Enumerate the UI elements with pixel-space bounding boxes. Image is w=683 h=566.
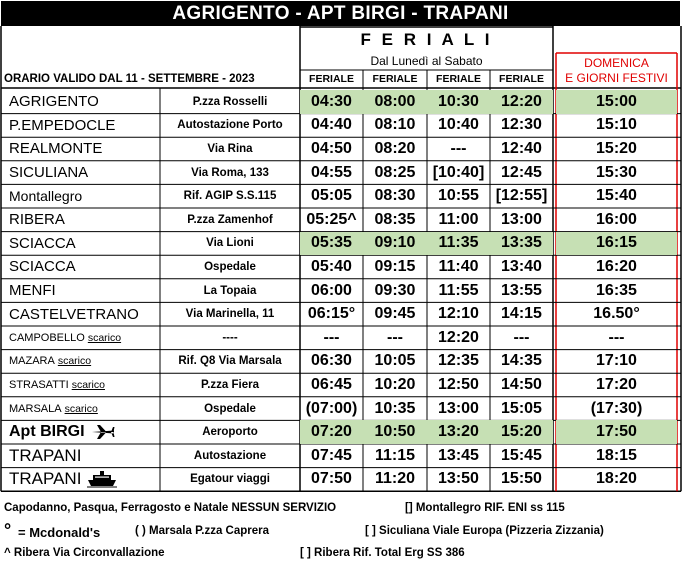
stop-place: Via Rina bbox=[207, 142, 253, 155]
departure-time: 04:40 bbox=[311, 116, 352, 134]
stop-name-text: TRAPANI bbox=[9, 469, 82, 489]
stop-place: Rif. AGIP S.S.115 bbox=[183, 190, 277, 203]
festivo-time: 15:10 bbox=[596, 116, 637, 134]
scarico-label: scarico bbox=[71, 378, 105, 391]
departure-time: 04:30 bbox=[300, 90, 363, 114]
departure-time: 15:50 bbox=[501, 470, 542, 488]
stop-name bbox=[4, 137, 160, 161]
stop-name-text: MENFI bbox=[9, 282, 56, 300]
departure-time: 06:15° bbox=[307, 305, 356, 323]
departure-time: 07:45 bbox=[311, 446, 352, 464]
departure-time: 13:55 bbox=[501, 281, 542, 299]
stop-name bbox=[4, 420, 160, 444]
stop-place: ---- bbox=[222, 331, 238, 344]
note-mcdonalds: = Mcdonald's bbox=[18, 525, 101, 540]
departure-time: 13:35 bbox=[490, 232, 553, 256]
departure-time: 11:40 bbox=[438, 257, 479, 275]
festivo-time: 16.50° bbox=[593, 305, 640, 323]
departure-time: [10:40] bbox=[432, 163, 485, 181]
stop-place: Via Lioni bbox=[206, 237, 254, 250]
departure-time: 12:45 bbox=[501, 163, 542, 181]
stop-name bbox=[4, 90, 160, 114]
col-header-feriale: FERIALE bbox=[436, 73, 481, 85]
stop-place: P.zza Rosselli bbox=[192, 95, 268, 108]
stop-name bbox=[4, 350, 160, 374]
stop-name bbox=[4, 208, 160, 232]
departure-time: 13:50 bbox=[438, 470, 479, 488]
departure-time: 04:50 bbox=[311, 139, 352, 157]
stop-place: Autostazione bbox=[193, 449, 267, 462]
departure-time: 04:55 bbox=[311, 163, 352, 181]
departure-time: 05:35 bbox=[300, 232, 363, 256]
departure-time: 13:00 bbox=[501, 210, 542, 228]
departure-time: 15:45 bbox=[501, 446, 542, 464]
departure-time: 14:15 bbox=[501, 305, 542, 323]
stop-place: La Topaia bbox=[203, 284, 257, 297]
departure-time: 07:20 bbox=[300, 420, 363, 444]
festivo-time: 18:15 bbox=[596, 446, 637, 464]
departure-time: 12:20 bbox=[490, 90, 553, 114]
departure-time: 10:20 bbox=[374, 375, 416, 393]
stop-name-text: CAMPOBELLO bbox=[9, 331, 85, 344]
departure-time: 05:25^ bbox=[306, 210, 357, 228]
stop-name-text: STRASATTI bbox=[9, 378, 69, 391]
departure-time: 12:10 bbox=[438, 305, 479, 323]
stop-name bbox=[4, 397, 160, 421]
departure-time: 08:30 bbox=[374, 187, 416, 205]
stop-place: Aeroporto bbox=[202, 426, 258, 439]
stop-name bbox=[4, 468, 160, 492]
festivo-time: 16:15 bbox=[556, 232, 677, 256]
departure-time: 06:45 bbox=[311, 375, 352, 393]
festivo-time: 15:40 bbox=[596, 187, 637, 205]
departure-time: 10:55 bbox=[438, 187, 479, 205]
stop-name-text: Apt BIRGI bbox=[9, 423, 85, 441]
stop-place: Ospedale bbox=[204, 402, 256, 415]
departure-time: 11:35 bbox=[427, 232, 490, 256]
note-marsala: ( ) Marsala P.zza Caprera bbox=[135, 525, 270, 537]
stop-name-text: TRAPANI bbox=[9, 445, 82, 465]
festivo-time: 15:30 bbox=[596, 163, 637, 181]
stop-name bbox=[4, 373, 160, 397]
departure-time: --- bbox=[513, 328, 530, 346]
departure-time: 07:50 bbox=[311, 470, 352, 488]
departure-time: 11:00 bbox=[438, 210, 479, 228]
stop-name-text: MAZARA bbox=[9, 355, 55, 368]
departure-time: --- bbox=[387, 328, 403, 346]
departure-time: 13:45 bbox=[438, 446, 479, 464]
ship-icon bbox=[87, 470, 117, 488]
stop-place: P.zza Fiera bbox=[201, 378, 259, 391]
stop-place: Egatour viaggi bbox=[190, 473, 270, 486]
stop-place: Autostazione Porto bbox=[177, 119, 283, 132]
note-ribera-circonvallazione: ^ Ribera Via Circonvallazione bbox=[4, 547, 165, 559]
stop-place: Ospedale bbox=[204, 260, 256, 273]
departure-time: 13:20 bbox=[427, 420, 490, 444]
departure-time: 09:45 bbox=[374, 305, 416, 323]
departure-time: 10:40 bbox=[438, 116, 479, 134]
departure-time: 09:30 bbox=[374, 281, 416, 299]
note-ribera-total: [ ] Ribera Rif. Total Erg SS 386 bbox=[300, 547, 465, 559]
stop-name-text: SCIACCA bbox=[9, 234, 76, 252]
departure-time: (07:00) bbox=[305, 399, 358, 417]
stop-name bbox=[4, 279, 160, 303]
stop-name-text: REALMONTE bbox=[9, 140, 103, 158]
departure-time: --- bbox=[450, 139, 467, 157]
departure-time: 08:20 bbox=[374, 139, 416, 157]
departure-time: 06:30 bbox=[311, 352, 352, 370]
festivo-time: 16:35 bbox=[596, 281, 637, 299]
departure-time: 13:00 bbox=[438, 399, 479, 417]
stop-name bbox=[4, 255, 160, 279]
feriali-subheading: Dal Lunedì al Sabato bbox=[370, 54, 483, 68]
departure-time: 10:05 bbox=[374, 352, 416, 370]
note-no-service: Capodanno, Pasqua, Ferragosto e Natale NESSUN SERVIZIO bbox=[4, 502, 337, 514]
stop-name-text: P.EMPEDOCLE bbox=[9, 116, 116, 134]
departure-time: 12:40 bbox=[501, 139, 542, 157]
stop-name-text: Montallegro bbox=[9, 188, 83, 205]
scarico-label: scarico bbox=[57, 355, 92, 368]
stop-name bbox=[4, 161, 160, 185]
festivo-time: 17:50 bbox=[556, 420, 677, 444]
departure-time: 08:25 bbox=[374, 163, 416, 181]
departure-time: 08:00 bbox=[363, 90, 427, 114]
departure-time: --- bbox=[323, 328, 340, 346]
stop-name-text: CASTELVETRANO bbox=[9, 305, 139, 323]
departure-time: 15:20 bbox=[490, 420, 553, 444]
stop-name bbox=[4, 326, 160, 350]
departure-time: 10:35 bbox=[374, 399, 416, 417]
stop-name bbox=[4, 444, 160, 468]
scarico-label: scarico bbox=[87, 331, 122, 344]
departure-time: 10:30 bbox=[427, 90, 490, 114]
departure-time: 12:50 bbox=[438, 375, 479, 393]
festivo-time: 16:20 bbox=[596, 257, 637, 275]
festivo-time: 17:10 bbox=[596, 352, 637, 370]
departure-time: 10:50 bbox=[363, 420, 427, 444]
festivo-time: (17:30) bbox=[590, 399, 643, 417]
departure-time: 12:35 bbox=[438, 352, 479, 370]
departure-time: 06:00 bbox=[311, 281, 352, 299]
departure-time: 13:40 bbox=[501, 257, 542, 275]
festivo-time: 15:20 bbox=[596, 139, 637, 157]
festivo-time: 18:20 bbox=[596, 470, 637, 488]
stop-place: Via Marinella, 11 bbox=[185, 308, 275, 321]
airplane-icon bbox=[91, 424, 115, 440]
note-montallegro: [] Montallegro RIF. ENI ss 115 bbox=[405, 502, 565, 514]
stop-name-text: RIBERA bbox=[9, 211, 65, 229]
festivo-time: 17:20 bbox=[596, 375, 637, 393]
departure-time: 09:15 bbox=[374, 257, 416, 275]
note-mcdonalds-symbol: ° bbox=[4, 520, 12, 540]
stop-place: Via Roma, 133 bbox=[191, 166, 269, 179]
festivo-time: 15:00 bbox=[556, 90, 677, 114]
col-header-feriale: FERIALE bbox=[309, 73, 354, 85]
stop-name bbox=[4, 114, 160, 138]
festivo-time: --- bbox=[608, 328, 625, 346]
departure-time: 05:05 bbox=[311, 187, 352, 205]
departure-time: 12:20 bbox=[438, 328, 479, 346]
scarico-label: scarico bbox=[64, 402, 98, 415]
departure-time: 14:35 bbox=[501, 352, 542, 370]
departure-time: 11:55 bbox=[438, 281, 479, 299]
departure-time: 08:35 bbox=[374, 210, 416, 228]
stop-name bbox=[4, 232, 160, 256]
stop-place: Rif. Q8 Via Marsala bbox=[178, 355, 282, 368]
timetable-title: AGRIGENTO - APT BIRGI - TRAPANI bbox=[1, 1, 680, 26]
stop-name-text: SCIACCA bbox=[9, 258, 76, 276]
departure-time: 08:10 bbox=[374, 116, 416, 134]
col-header-feriale: FERIALE bbox=[372, 73, 418, 85]
departure-time: 11:20 bbox=[374, 470, 416, 488]
stop-name bbox=[4, 184, 160, 208]
stop-place: P.zza Zamenhof bbox=[187, 213, 273, 226]
validity-note: ORARIO VALIDO DAL 11 - SETTEMBRE - 2023 bbox=[4, 73, 255, 85]
departure-time: 12:30 bbox=[501, 116, 542, 134]
stop-name bbox=[4, 302, 160, 326]
festivi-heading: DOMENICA E GIORNI FESTIVI bbox=[565, 55, 668, 85]
stop-name-text: SICULIANA bbox=[9, 164, 89, 182]
stop-name-text: AGRIGENTO bbox=[9, 93, 99, 111]
departure-time: 15:05 bbox=[501, 399, 542, 417]
departure-time: [12:55] bbox=[495, 187, 548, 205]
festivo-time: 16:00 bbox=[596, 210, 637, 228]
col-header-feriale: FERIALE bbox=[499, 73, 544, 85]
stop-name-text: MARSALA bbox=[9, 402, 62, 415]
departure-time: 11:15 bbox=[374, 446, 416, 464]
departure-time: 05:40 bbox=[311, 257, 352, 275]
departure-time: 14:50 bbox=[501, 375, 542, 393]
departure-time: 09:10 bbox=[363, 232, 427, 256]
note-siculiana: [ ] Siculiana Viale Europa (Pizzeria Zizzania) bbox=[365, 525, 604, 537]
feriali-heading: F E R I A L I bbox=[360, 30, 493, 49]
